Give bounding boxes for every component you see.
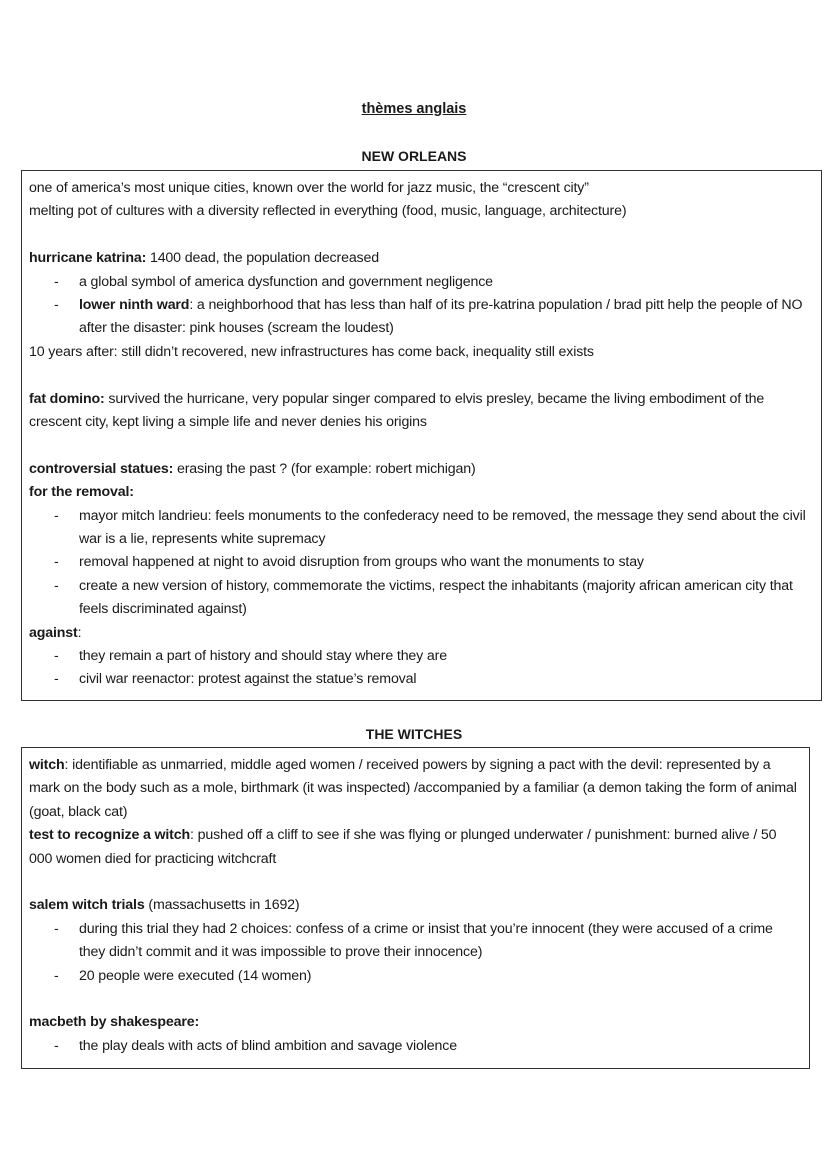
dash-bullet-icon: - bbox=[54, 1037, 59, 1054]
dash-bullet-icon: - bbox=[54, 554, 59, 571]
dash-bullet-icon: - bbox=[54, 648, 59, 665]
dash-bullet-icon: - bbox=[54, 273, 59, 290]
katrina-paragraph: hurricane katrina: 1400 dead, the population decreased bbox=[29, 250, 379, 267]
dash-bullet-icon: - bbox=[54, 297, 59, 314]
dash-bullet-icon: - bbox=[54, 920, 59, 937]
document-title: thèmes anglais bbox=[361, 101, 467, 117]
list-item: - a global symbol of america dysfunction and government negligence bbox=[29, 271, 814, 294]
macbeth-paragraph: macbeth by shakespeare: bbox=[29, 1014, 200, 1031]
witches-box bbox=[21, 747, 810, 1069]
section-heading-witches: THE WITCHES bbox=[365, 726, 463, 742]
katrina-after: 10 years after: still didn’t recovered, new infrastructures has come back, inequality still exists bbox=[29, 343, 594, 360]
list-item: - lower ninth ward: a neighborhood that has less than half of its pre-katrina population / brad pitt help the people of NO after the disaster: pink houses (scream the loudest) bbox=[29, 294, 814, 341]
fat-domino-paragraph: fat domino: survived the hurricane, very popular singer compared to elvis presley, became the living embodiment of the crescent city, kept living a simple life and never denies his origins bbox=[29, 390, 765, 431]
salem-paragraph: salem witch trials (massachusetts in 1692) bbox=[29, 897, 300, 914]
list-item: - create a new version of history, commemorate the victims, respect the inhabitants (majority african american city that feels discriminated against) bbox=[29, 575, 814, 622]
list-item: - civil war reenactor: protest against the statue’s removal bbox=[29, 668, 814, 691]
list-item: - the play deals with acts of blind ambition and savage violence bbox=[29, 1035, 802, 1058]
list-item: - during this trial they had 2 choices: confess of a crime or insist that you’re innocent (they were accused of a crime they didn’t commit and it was impossible to prove their innocence) bbox=[29, 918, 802, 965]
dash-bullet-icon: - bbox=[54, 671, 59, 688]
dash-bullet-icon: - bbox=[54, 577, 59, 594]
intro-line: melting pot of cultures with a diversity reflected in everything (food, music, language, architecture) bbox=[29, 203, 627, 220]
for-removal-label: for the removal: bbox=[29, 484, 134, 501]
section-heading-new-orleans: NEW ORLEANS bbox=[361, 148, 467, 164]
against-label: against: bbox=[29, 624, 82, 641]
dash-bullet-icon: - bbox=[54, 967, 59, 984]
new-orleans-box bbox=[21, 170, 822, 701]
witch-paragraph: witch: identifiable as unmarried, middle aged women / received powers by signing a pact with the devil: represented by a mark on the body such as a mole, birthmark (it was inspected) /accompanied by a familiar (a demon taking the form of animal (goat, black cat) bbox=[29, 757, 797, 820]
list-item: - 20 people were executed (14 women) bbox=[29, 965, 802, 988]
statues-paragraph: controversial statues: erasing the past ? (for example: robert michigan) bbox=[29, 460, 476, 477]
katrina-label: hurricane katrina: bbox=[29, 250, 147, 267]
list-item: - mayor mitch landrieu: feels monuments to the confederacy need to be removed, the message they send about the civil war is a lie, represents white supremacy bbox=[29, 505, 814, 552]
test-paragraph: test to recognize a witch: pushed off a cliff to see if she was flying or plunged underwater / punishment: burned alive / 50 000 women died for practicing witchcraft bbox=[29, 827, 777, 867]
intro-line: one of america’s most unique cities, known over the world for jazz music, the “crescent city” bbox=[29, 180, 589, 196]
dash-bullet-icon: - bbox=[54, 507, 59, 524]
list-item: - removal happened at night to avoid disruption from groups who want the monuments to stay bbox=[29, 551, 814, 574]
list-item: - they remain a part of history and should stay where they are bbox=[29, 645, 814, 668]
